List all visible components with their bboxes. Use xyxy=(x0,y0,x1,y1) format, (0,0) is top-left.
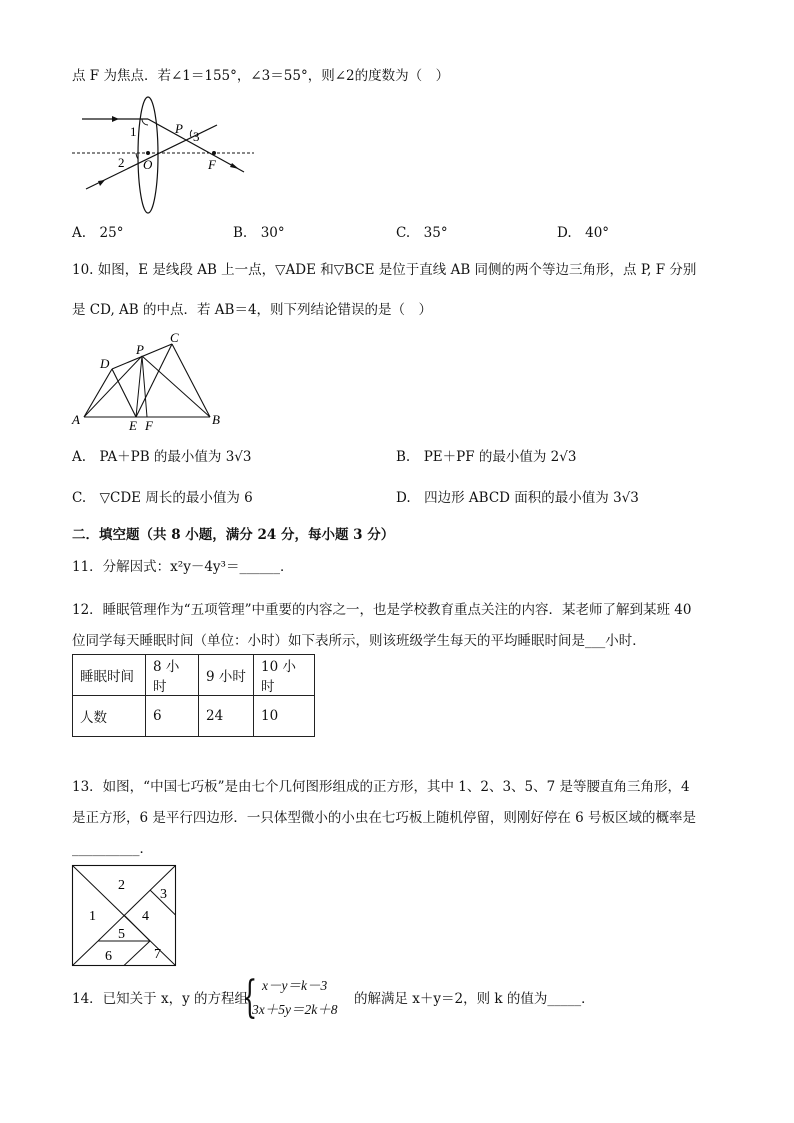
q9-label-1: 1 xyxy=(130,124,137,139)
q10-option-a: A. PA＋PB 的最小值为 3√3 xyxy=(72,449,252,465)
tangram-figure xyxy=(72,865,176,967)
q10-label-a: A xyxy=(72,412,80,427)
table-cell: 人数 xyxy=(73,696,146,737)
table-header-cell: 9 小时 xyxy=(199,655,254,696)
q10-label-c: C xyxy=(170,330,179,345)
tangram-label-4: 4 xyxy=(142,909,149,924)
table-cell: 6 xyxy=(146,696,199,737)
q10-line1: 10. 如图，E 是线段 AB 上一点，▽ADE 和▽BCE 是位于直线 AB 同侧的两个等边三角形，点 P, F 分别 xyxy=(72,262,697,278)
q9-option-d: D. 40° xyxy=(557,225,610,241)
section-heading: 二．填空题（共 8 小题，满分 24 分，每小题 3 分） xyxy=(72,527,395,543)
q9-option-c: C. 35° xyxy=(396,225,448,241)
sleep-table xyxy=(72,654,315,737)
table-header-cell: 8 小时 xyxy=(146,655,199,696)
table-cell: 10 xyxy=(254,696,315,737)
q10-label-b: B xyxy=(212,412,220,427)
q10-label-f: F xyxy=(145,418,153,433)
table-row xyxy=(73,696,315,737)
tangram-label-7: 7 xyxy=(154,947,161,962)
table-cell: 24 xyxy=(199,696,254,737)
q10-option-c: C. ▽CDE 周长的最小值为 6 xyxy=(72,490,253,506)
tangram-label-3: 3 xyxy=(160,887,167,902)
q14-equation-1: x－y＝k－3 xyxy=(262,978,328,993)
q13-line1: 13．如图，“中国七巧板”是由七个几何图形组成的正方形，其中 1、2、3、5、7 是等腰直角三角形，4 xyxy=(72,779,690,795)
q12-line2: 位同学每天睡眠时间（单位：小时）如下表所示，则该班级学生每天的平均睡眠时间是___小时． xyxy=(72,633,646,649)
q14-equation-2: 3x＋5y＝2k＋8 xyxy=(252,1002,338,1017)
tangram-label-6: 6 xyxy=(105,949,112,964)
tangram-label-5: 5 xyxy=(118,927,125,942)
q9-label-2: 2 xyxy=(118,155,125,170)
q14-prefix: 14．已知关于 x，y 的方程组 xyxy=(72,991,249,1007)
q10-option-d: D. 四边形 ABCD 面积的最小值为 3√3 xyxy=(396,490,639,506)
q9-line1: 点 F 为焦点．若∠1＝155°，∠3＝55°，则∠2的度数为（ ） xyxy=(72,68,450,84)
q9-option-a: A. 25° xyxy=(72,225,124,241)
q9-label-p: P xyxy=(175,121,183,136)
q9-label-o: O xyxy=(143,157,153,172)
q10-triangles-figure xyxy=(72,330,242,433)
q9-label-f: F xyxy=(208,157,216,172)
q11-text: 11．分解因式：x²y－4y³＝______． xyxy=(72,559,294,575)
table-row xyxy=(73,655,315,696)
q9-label-3: 3 xyxy=(193,129,200,144)
q10-line2: 是 CD, AB 的中点．若 AB＝4，则下列结论错误的是（ ） xyxy=(72,302,433,318)
table-header-cell: 睡眠时间 xyxy=(73,655,146,696)
q10-label-d: D xyxy=(100,356,110,371)
q13-line3: __________． xyxy=(72,841,153,857)
tangram-label-1: 1 xyxy=(89,909,96,924)
table-header-cell: 10 小时 xyxy=(254,655,315,696)
tangram-label-2: 2 xyxy=(118,878,125,893)
q13-line2: 是正方形，6 是平行四边形．一只体型微小的小虫在七巧板上随机停留，则刚好停在 6 号板区域的概率是 xyxy=(72,810,697,826)
q10-label-e: E xyxy=(129,418,137,433)
left-brace-icon: { xyxy=(242,972,258,1023)
q9-option-b: B. 30° xyxy=(233,225,285,241)
q14-suffix: 的解满足 x＋y＝2，则 k 的值为_____． xyxy=(354,991,595,1007)
q10-label-p: P xyxy=(136,342,144,357)
q10-option-b: B. PE＋PF 的最小值为 2√3 xyxy=(396,449,577,465)
q12-line1: 12．睡眠管理作为“五项管理”中重要的内容之一，也是学校教育重点关注的内容．某老师了解到某班 40 xyxy=(72,602,692,618)
q9-lens-figure xyxy=(72,95,272,215)
